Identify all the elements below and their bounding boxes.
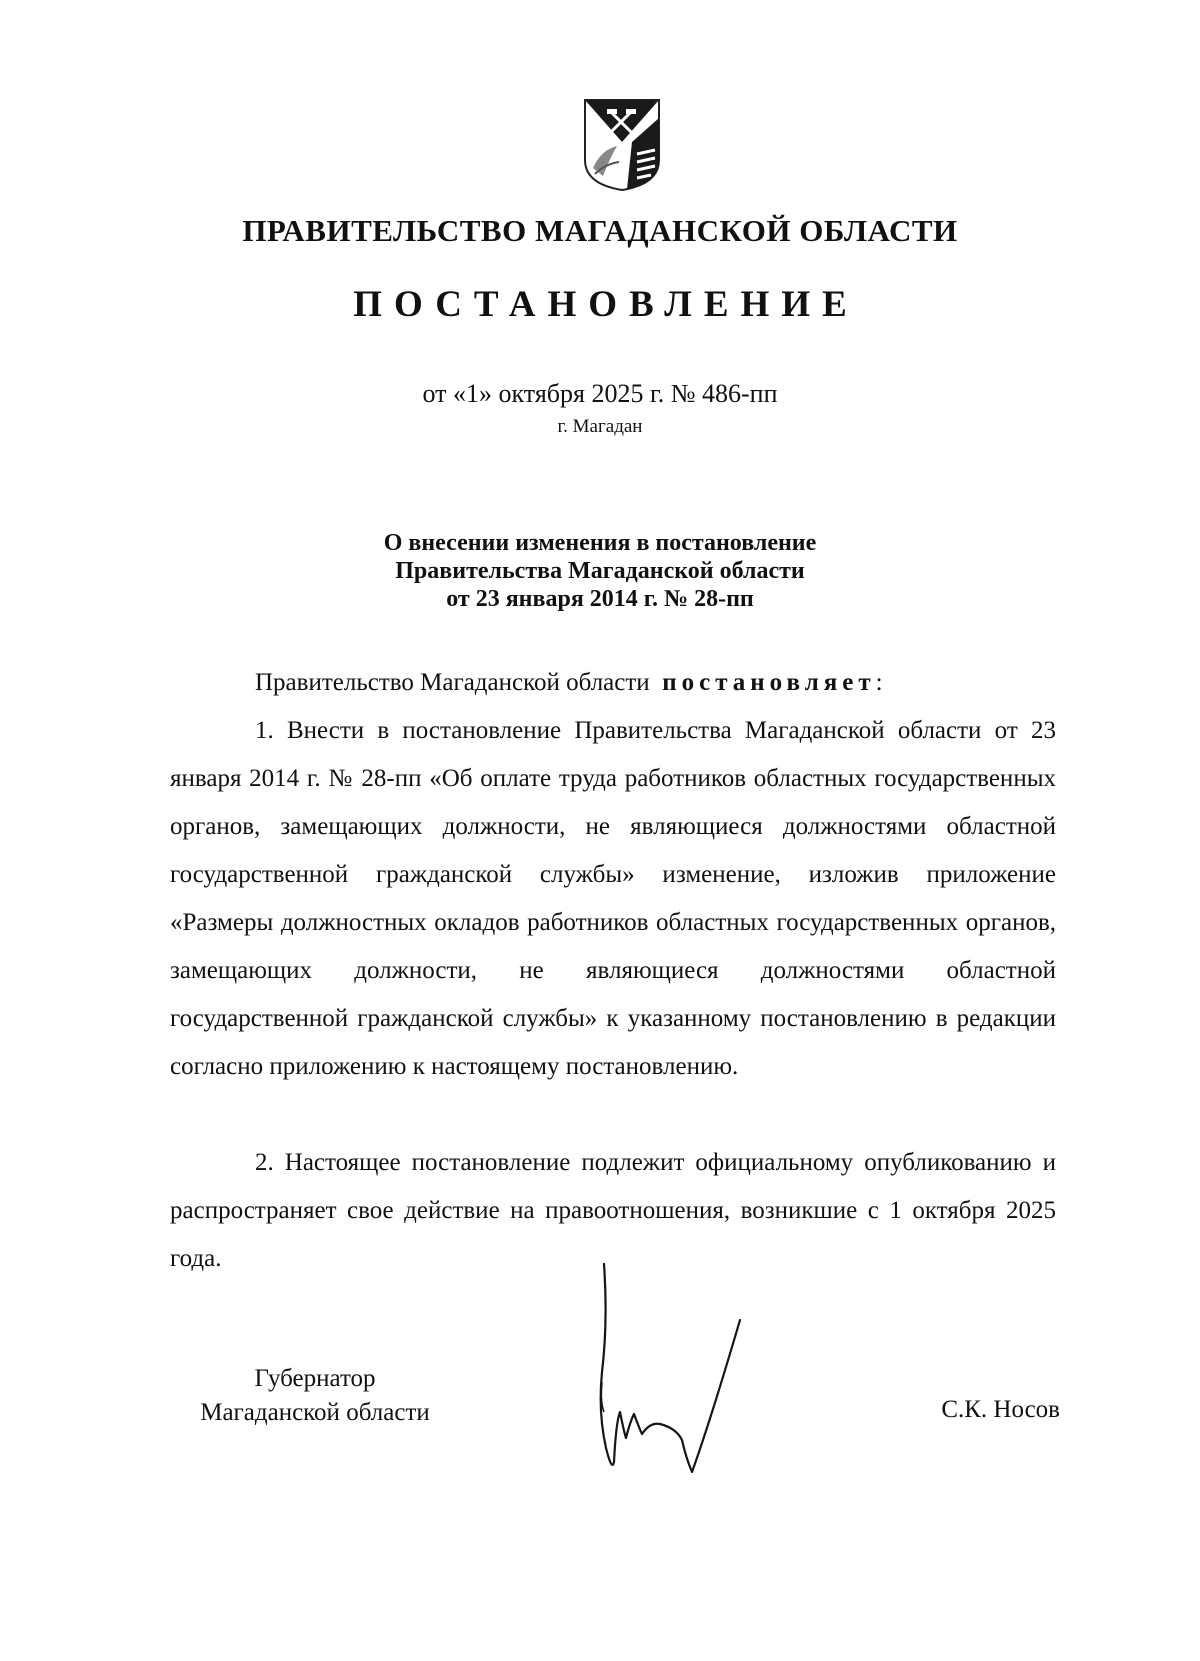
document-subject (0, 529, 1200, 613)
paragraph-item-1: 1. Внести в постановление Правительства Магаданской области от 23 января 2014 г. № 28-пп «Об оплате труда работников областных государственных органов, замещающих должности, не являющиеся должностями областной государственной гражданской службы» изменение, изложив приложение «Размеры должностных окладов работников областных государственных органов, замещающих должности, не являющиеся должностями областной государственной гражданской службы» к указанному постановлению в редакции согласно приложению к настоящему постановлению. (170, 717, 1056, 1080)
document-date-number: от «1» октября 2025 г. № 486-пп (422, 379, 778, 408)
intro-paragraph (170, 659, 1141, 707)
intro-tail: : (875, 669, 883, 696)
government-name: ПРАВИТЕЛЬСТВО МАГАДАНСКОЙ ОБЛАСТИ (242, 213, 958, 248)
handwritten-signature (580, 1262, 780, 1486)
intro-verb: постановляет (662, 669, 876, 696)
document-type-title: ПОСТАНОВЛЕНИЕ (353, 284, 859, 325)
position-line-1: Губернатор (254, 1365, 376, 1392)
position-line-2: Магаданской области (200, 1399, 430, 1426)
document-city: г. Магадан (557, 416, 643, 437)
coat-of-arms-icon (583, 98, 661, 192)
intro-lead: Правительство Магаданской области (255, 669, 650, 696)
subject-line-3: от 23 января 2014 г. № 28-пп (446, 586, 754, 612)
signatory-position (180, 1362, 450, 1430)
signatory-name: С.К. Носов (941, 1396, 1060, 1423)
subject-line-2: Правительства Магаданской области (395, 558, 805, 584)
paragraph-item-2: 2. Настоящее постановление подлежит официальному опубликованию и распространяет свое действие на правоотношения, возникшие с 1 октября 2025 года. (170, 1149, 1056, 1272)
subject-line-1: О внесении изменения в постановление (383, 530, 817, 556)
